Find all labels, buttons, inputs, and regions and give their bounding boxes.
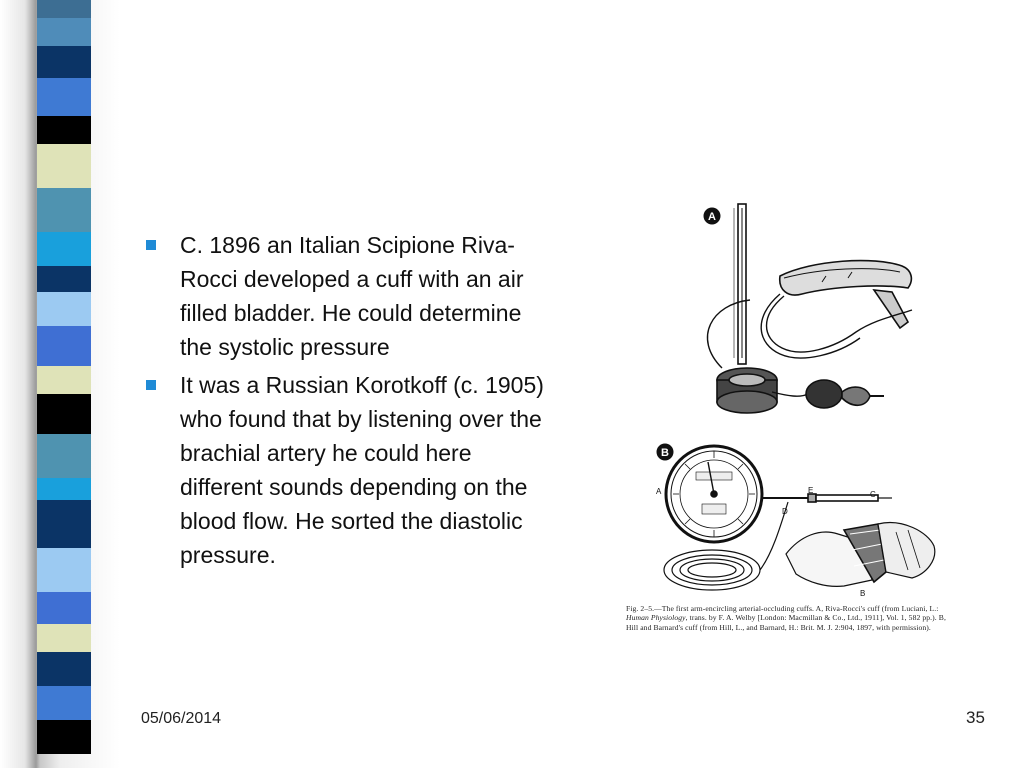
strip-block xyxy=(37,394,91,434)
strip-block xyxy=(37,548,91,592)
strip-block xyxy=(37,686,91,720)
gauge-label-a: A xyxy=(656,487,662,496)
square-bullet-icon xyxy=(146,240,156,250)
strip-block xyxy=(37,592,91,624)
figure-caption xyxy=(626,604,952,632)
bullet-text: C. 1896 an Italian Scipione Riva-Rocci developed a cuff with an air filled bladder. He could determine the systolic pressure xyxy=(180,232,524,360)
caption-italic: Human Physiology xyxy=(626,613,686,623)
slide-content xyxy=(144,228,554,576)
strip-block xyxy=(37,78,91,116)
sphygmomanometer-illustration xyxy=(612,198,954,654)
label-a-text: A xyxy=(708,211,716,223)
bullet-item xyxy=(144,228,554,364)
gauge-label-d: D xyxy=(782,507,788,516)
bullet-text: It was a Russian Korotkoff (c. 1905) who found that by listening over the brachial artery he could here different sounds depending on the blood flow. He sorted the diastolic pressure. xyxy=(180,372,544,568)
strip-block xyxy=(37,188,91,232)
strip-block xyxy=(37,720,91,754)
strip-block xyxy=(37,652,91,686)
strip-block xyxy=(37,500,91,548)
label-b-text: B xyxy=(661,447,669,459)
strip-block xyxy=(37,116,91,144)
strip-block xyxy=(37,326,91,366)
bullet-list xyxy=(144,228,554,572)
hill-barnard-cuff-drawing xyxy=(657,444,935,591)
decorative-color-strip xyxy=(37,0,91,768)
caption-rest: , trans. by F. A. Welby [London: Macmillan & Co., Ltd., 1911], Vol. 1, 582 pp.). B, Hill and Barnard's cuff (from Hill, L., and Barnard, H.: Brit. M. J. 2:904, 1897, with permission). xyxy=(626,613,946,632)
bullet-item xyxy=(144,368,554,572)
strip-block xyxy=(37,232,91,266)
gauge-label-e: E xyxy=(808,486,814,495)
footer-date: 05/06/2014 xyxy=(141,710,222,727)
strip-block xyxy=(37,0,91,18)
strip-block xyxy=(37,144,91,188)
strip-block xyxy=(37,478,91,500)
gauge-label-c: C xyxy=(870,490,876,499)
slide-number: 35 xyxy=(966,708,985,727)
square-bullet-icon xyxy=(146,380,156,390)
strip-block xyxy=(37,366,91,394)
strip-block xyxy=(37,46,91,78)
strip-block xyxy=(37,266,91,292)
strip-block xyxy=(37,434,91,478)
riva-rocci-cuff-drawing xyxy=(704,204,913,413)
strip-block xyxy=(37,624,91,652)
gauge-label-b: B xyxy=(860,589,866,598)
strip-block xyxy=(37,292,91,326)
caption-lead: Fig. 2–5.—The first arm-encircling arterial-occluding cuffs. A, Riva-Rocci's cuff (from Luciani, L.: xyxy=(626,604,939,613)
strip-block xyxy=(37,18,91,46)
